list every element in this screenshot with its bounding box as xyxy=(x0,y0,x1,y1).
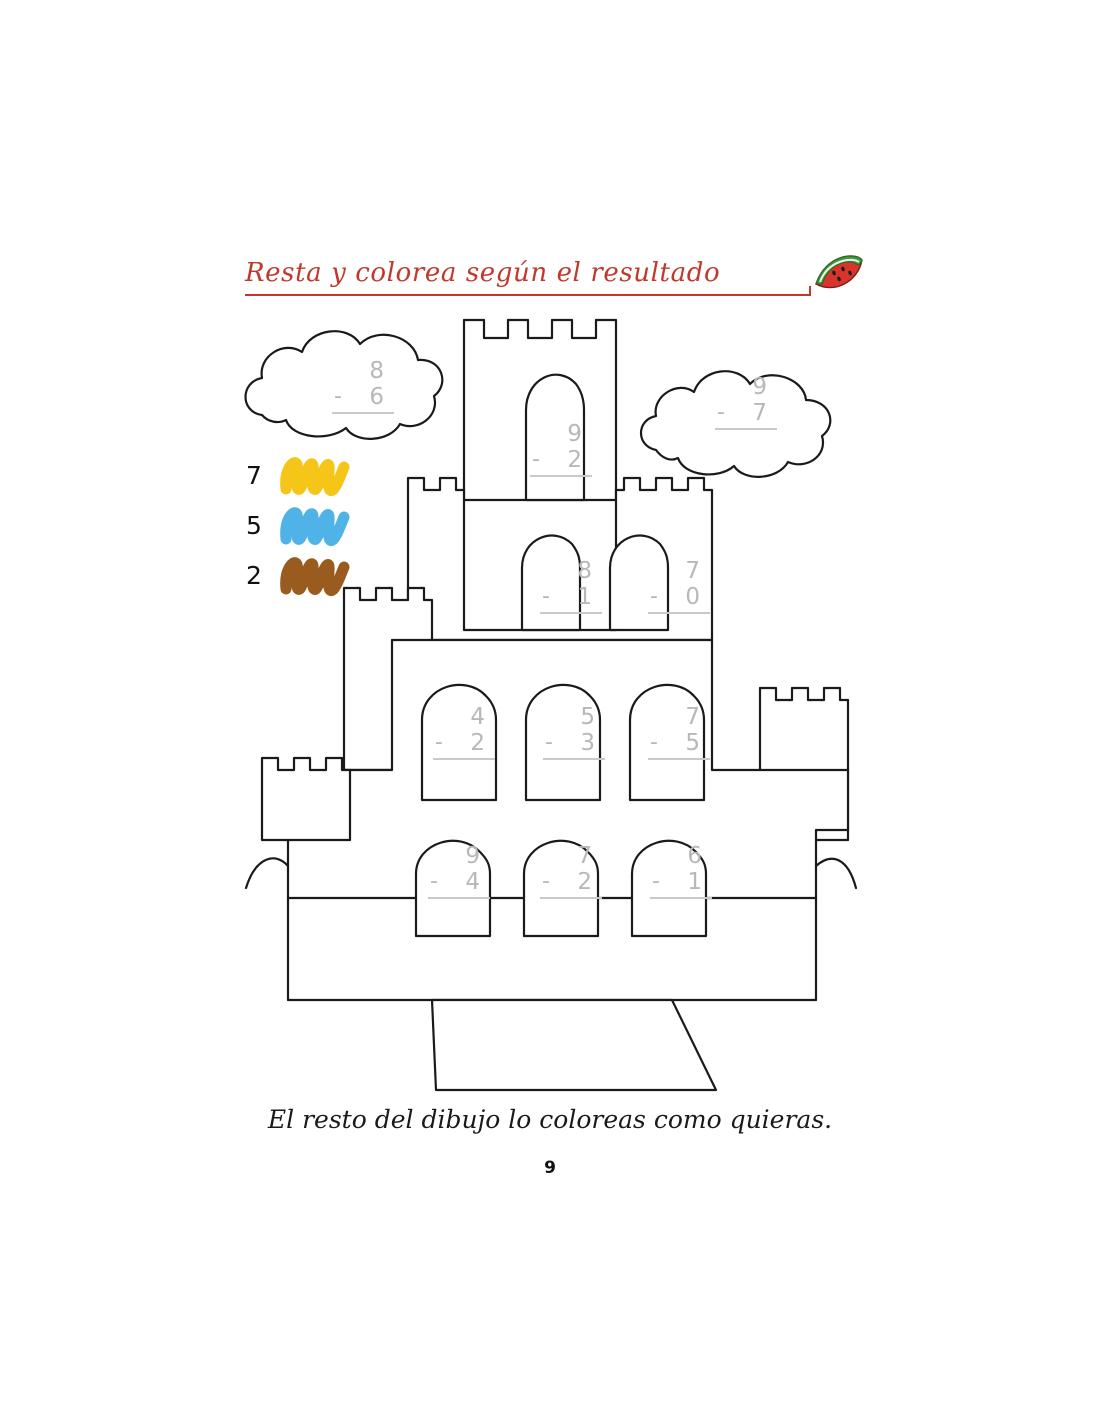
exercise-cloud-right[interactable] xyxy=(715,374,777,430)
subtrahend: 2 xyxy=(530,447,592,477)
exercise-row2-left[interactable] xyxy=(540,558,602,614)
exercise-row3-mid[interactable] xyxy=(543,704,605,760)
legend-number: 7 xyxy=(246,461,262,490)
page-title: Resta y colorea según el resultado xyxy=(245,258,721,288)
exercise-row3-right[interactable] xyxy=(648,704,710,760)
minuend: 4 xyxy=(470,704,485,730)
exercise-cloud-left[interactable] xyxy=(332,358,394,414)
subtrahend: 1 xyxy=(650,869,712,899)
operator: - xyxy=(532,447,540,472)
operator: - xyxy=(652,869,660,894)
minuend: 9 xyxy=(465,843,480,869)
exercise-tower-window[interactable] xyxy=(530,421,592,477)
operator: - xyxy=(545,730,553,755)
subtrahend: 3 xyxy=(543,730,605,760)
left-hill-curve xyxy=(246,858,288,888)
right-hill-curve xyxy=(816,859,856,888)
left-wall-crenellation-shape xyxy=(262,758,350,840)
operator: - xyxy=(717,400,725,425)
exercise-row4-left[interactable] xyxy=(428,843,490,899)
operator: - xyxy=(435,730,443,755)
exercise-row2-right[interactable] xyxy=(648,558,710,614)
minuend: 5 xyxy=(580,704,595,730)
operator: - xyxy=(650,584,658,609)
worksheet-header xyxy=(245,258,855,304)
watermelon-icon xyxy=(810,248,868,294)
minuend: 8 xyxy=(369,358,384,384)
subtrahend: 2 xyxy=(433,730,495,760)
subtrahend: 0 xyxy=(648,584,710,614)
exercise-row4-mid[interactable] xyxy=(540,843,602,899)
exercise-row3-left[interactable] xyxy=(433,704,495,760)
minuend: 7 xyxy=(685,558,700,584)
operator: - xyxy=(542,584,550,609)
title-underline xyxy=(245,294,810,296)
footer-note: El resto del dibujo lo coloreas como quieras. xyxy=(267,1105,833,1134)
minuend: 9 xyxy=(567,421,582,447)
operator: - xyxy=(542,869,550,894)
subtrahend: 1 xyxy=(540,584,602,614)
subtrahend: 5 xyxy=(648,730,710,760)
exercise-row4-right[interactable] xyxy=(650,843,712,899)
subtrahend: 4 xyxy=(428,869,490,899)
minuend: 8 xyxy=(577,558,592,584)
castle-base-shape xyxy=(432,1000,716,1090)
minuend: 6 xyxy=(687,843,702,869)
operator: - xyxy=(650,730,658,755)
operator: - xyxy=(430,869,438,894)
minuend: 9 xyxy=(752,374,767,400)
subtrahend: 7 xyxy=(715,400,777,430)
legend-number: 5 xyxy=(246,511,262,540)
minuend: 7 xyxy=(577,843,592,869)
minuend: 7 xyxy=(685,704,700,730)
operator: - xyxy=(334,384,342,409)
subtrahend: 2 xyxy=(540,869,602,899)
subtrahend: 6 xyxy=(332,384,394,414)
page-number: 9 xyxy=(544,1158,556,1178)
legend-number: 2 xyxy=(246,561,262,590)
